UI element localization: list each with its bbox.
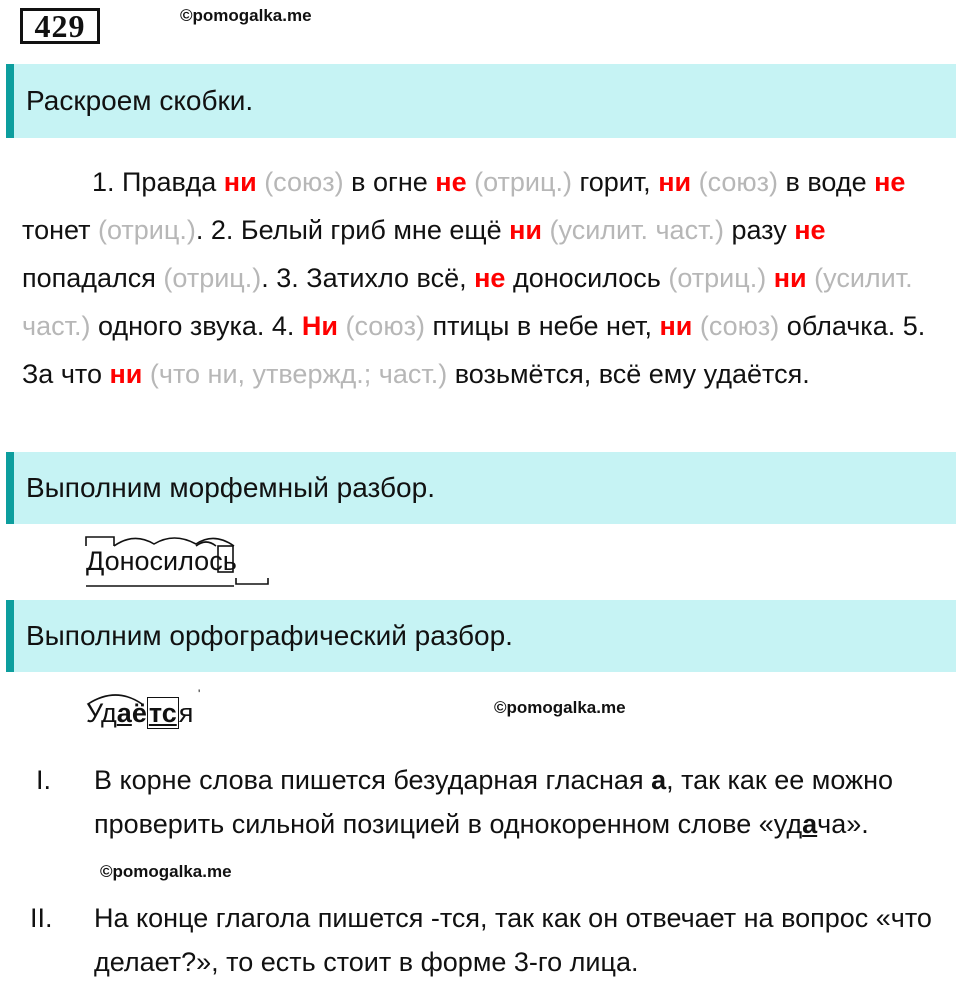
watermark-bottom: ©pomogalka.me bbox=[100, 862, 232, 881]
particle-highlight: ни bbox=[109, 359, 143, 389]
particle-highlight: Ни bbox=[301, 311, 339, 341]
list-item bbox=[0, 758, 960, 894]
root-arc bbox=[86, 684, 206, 708]
particle-highlight: не bbox=[435, 167, 467, 197]
grammar-note: (отриц.) bbox=[668, 263, 767, 293]
grammar-note: (отриц.) bbox=[163, 263, 262, 293]
item-text: В корне слова пишется безударная гласная bbox=[94, 765, 652, 795]
section-header-brackets bbox=[6, 64, 956, 138]
list-marker: II. bbox=[30, 903, 53, 933]
postfix-mark bbox=[236, 578, 268, 584]
sentence-text: . 2. Белый гриб мне ещё bbox=[195, 215, 510, 245]
svg-text:': ' bbox=[198, 687, 201, 701]
section-title: Выполним морфемный разбор. bbox=[26, 472, 435, 503]
particle-highlight: ни bbox=[223, 167, 257, 197]
grammar-note: (союз) bbox=[256, 167, 344, 197]
sentence-text bbox=[766, 263, 774, 293]
sentence-text: 1. Правда bbox=[92, 167, 224, 197]
grammar-note: (усилит. част.) bbox=[542, 215, 724, 245]
particle-highlight: ни bbox=[658, 167, 692, 197]
morpheme-marks bbox=[84, 534, 274, 590]
sentence-text: одного звука. 4. bbox=[90, 311, 302, 341]
grammar-note: (отриц.) bbox=[97, 215, 196, 245]
sentence-text: тонет bbox=[22, 215, 98, 245]
particle-highlight: ни bbox=[659, 311, 693, 341]
sentence-text: птицы в небе нет, bbox=[424, 311, 660, 341]
section-header-spelling bbox=[6, 600, 956, 672]
sentence-text: возьмётся, всё ему удаётся. bbox=[447, 359, 810, 389]
section-title: Выполним орфографический разбор. bbox=[26, 620, 513, 651]
word-vowel-stressed: ё bbox=[131, 698, 147, 728]
grammar-note: (усилит. част.) bbox=[22, 263, 913, 341]
section-header-morpheme bbox=[6, 452, 956, 524]
sentence-text: в огне bbox=[343, 167, 436, 197]
grammar-note: (союз) bbox=[691, 167, 779, 197]
prefix-mark bbox=[86, 537, 114, 546]
word-vowel: а bbox=[116, 698, 132, 728]
morpheme-word-text: Доносилось bbox=[86, 546, 237, 576]
sentence-text: в воде bbox=[778, 167, 875, 197]
exercise-text bbox=[22, 158, 942, 398]
sentence-text: облачка. 5. За что bbox=[22, 311, 926, 389]
item-text: На конце глагола пишется -тся, так как он отвечает на вопрос «что делает?», то есть стоит в форме 3-го лица. bbox=[94, 903, 932, 977]
spelling-explanations bbox=[0, 758, 960, 984]
sentence-text: горит, bbox=[571, 167, 659, 197]
item-text: , так как ее можно проверить сильной позицией в однокоренном слове «уд bbox=[94, 765, 894, 839]
sentence-text: . 3. Затихло всё, bbox=[261, 263, 475, 293]
grammar-note: (отриц.) bbox=[466, 167, 572, 197]
item-bold-letter: а bbox=[651, 765, 667, 795]
list-marker: I. bbox=[36, 765, 52, 795]
section-title: Раскроем скобки. bbox=[26, 85, 254, 116]
particle-highlight: не bbox=[474, 263, 506, 293]
item-text: ча». bbox=[817, 809, 869, 839]
sentence-text: попадался bbox=[22, 263, 164, 293]
word-orthogram: тс bbox=[148, 698, 177, 728]
watermark-top: ©pomogalka.me bbox=[180, 6, 312, 25]
particle-highlight: ни bbox=[773, 263, 807, 293]
grammar-note: (союз) bbox=[692, 311, 780, 341]
word-part: я bbox=[178, 698, 194, 728]
task-number: 429 bbox=[20, 8, 100, 44]
sentence-text: доносилось bbox=[505, 263, 669, 293]
sentence-text: разу bbox=[723, 215, 795, 245]
root-arc-mark bbox=[114, 538, 234, 546]
grammar-note: (союз) bbox=[338, 311, 425, 341]
item-underlined-letter: а bbox=[802, 809, 818, 839]
particle-highlight: не bbox=[794, 215, 826, 245]
grammar-note: (что ни, утвержд.; част.) bbox=[142, 359, 448, 389]
word-part: Уд bbox=[86, 698, 117, 728]
watermark-mid: ©pomogalka.me bbox=[494, 698, 626, 717]
list-item bbox=[0, 896, 960, 984]
particle-highlight: не bbox=[874, 167, 906, 197]
ending-box bbox=[218, 546, 233, 572]
particle-highlight: ни bbox=[509, 215, 542, 245]
